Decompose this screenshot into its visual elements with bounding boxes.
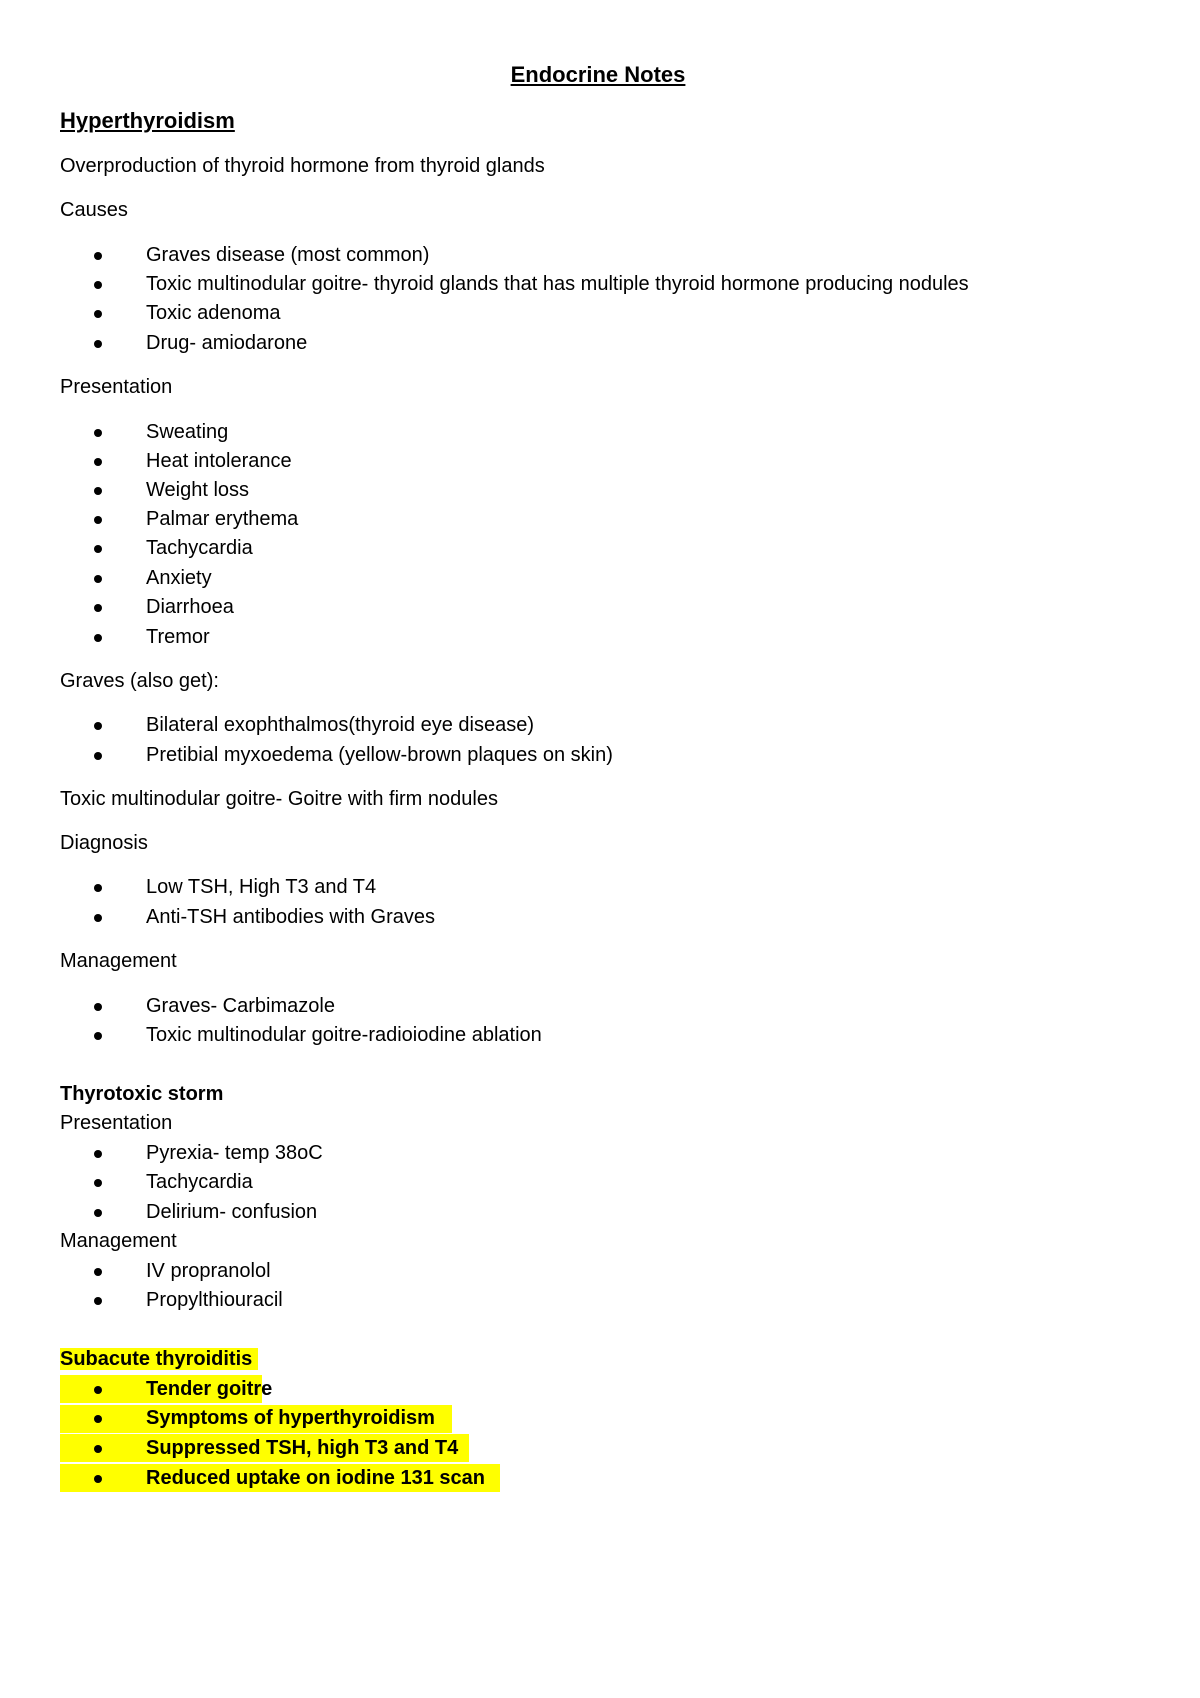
bullet-icon: [94, 458, 102, 466]
graves-label: Graves (also get):: [60, 670, 219, 692]
list-item-text: Delirium- confusion: [146, 1201, 318, 1223]
hyperthyroidism-heading: Hyperthyroidism: [60, 108, 235, 133]
storm-presentation-label: Presentation: [60, 1112, 173, 1134]
bullet-icon: [94, 1445, 102, 1453]
list-item-text: Tachycardia: [146, 1171, 253, 1193]
storm-management-label: Management: [60, 1230, 177, 1252]
bullet-icon: [94, 1209, 102, 1217]
list-item-text: Weight loss: [146, 479, 250, 501]
bullet-icon: [94, 1297, 102, 1305]
bullet-icon: [94, 1150, 102, 1158]
toxic-goitre-note: Toxic multinodular goitre- Goitre with firm nodules: [60, 788, 498, 810]
bullet-icon: [94, 752, 102, 760]
list-item-text: Symptoms of hyperthyroidism: [146, 1407, 435, 1429]
bullet-icon: [94, 722, 102, 730]
bullet-icon: [94, 252, 102, 260]
list-item-text: Palmar erythema: [146, 508, 299, 530]
bullet-icon: [94, 340, 102, 348]
list-item-text: Reduced uptake on iodine 131 scan: [146, 1467, 485, 1489]
list-item-text: Pyrexia- temp 38oC: [146, 1142, 323, 1164]
list-item-text: Tender goitre: [146, 1378, 273, 1400]
bullet-icon: [94, 1032, 102, 1040]
bullet-icon: [94, 545, 102, 553]
causes-label: Causes: [60, 199, 128, 221]
bullet-icon: [94, 604, 102, 612]
bullet-icon: [94, 487, 102, 495]
list-item-text: Sweating: [146, 421, 229, 443]
list-item-text: Suppressed TSH, high T3 and T4: [146, 1437, 459, 1459]
list-item-text: Toxic multinodular goitre- thyroid glands that has multiple thyroid hormone producing nodules: [146, 273, 969, 295]
bullet-icon: [94, 1386, 102, 1394]
bullet-icon: [94, 884, 102, 892]
list-item-text: Low TSH, High T3 and T4: [146, 876, 377, 898]
hyperthyroidism-definition: Overproduction of thyroid hormone from thyroid glands: [60, 155, 545, 177]
document-title: Endocrine Notes: [510, 62, 686, 87]
bullet-icon: [94, 914, 102, 922]
bullet-icon: [94, 1475, 102, 1483]
list-item-text: Heat intolerance: [146, 450, 292, 472]
bullet-icon: [94, 1415, 102, 1423]
bullet-icon: [94, 516, 102, 524]
list-item-text: Toxic adenoma: [146, 302, 281, 324]
bullet-icon: [94, 310, 102, 318]
list-item-text: Toxic multinodular goitre-radioiodine ablation: [146, 1024, 542, 1046]
bullet-icon: [94, 1179, 102, 1187]
list-item-text: Anti-TSH antibodies with Graves: [146, 906, 436, 928]
presentation-label: Presentation: [60, 376, 173, 398]
management-label: Management: [60, 950, 177, 972]
list-item-text: Pretibial myxoedema (yellow-brown plaques on skin): [146, 744, 613, 766]
bullet-icon: [94, 634, 102, 642]
list-item-text: Graves- Carbimazole: [146, 995, 335, 1017]
diagnosis-label: Diagnosis: [60, 832, 148, 854]
list-item-text: Tremor: [146, 626, 210, 648]
bullet-icon: [94, 281, 102, 289]
list-item-text: Graves disease (most common): [146, 244, 430, 266]
bullet-icon: [94, 575, 102, 583]
bullet-icon: [94, 1003, 102, 1011]
list-item-text: Tachycardia: [146, 537, 253, 559]
bullet-icon: [94, 1268, 102, 1276]
list-item-text: Diarrhoea: [146, 596, 234, 618]
list-item-text: Bilateral exophthalmos(thyroid eye disease): [146, 714, 534, 736]
bullet-icon: [94, 429, 102, 437]
list-item-text: Drug- amiodarone: [146, 332, 308, 354]
list-item-text: Propylthiouracil: [146, 1289, 283, 1311]
subacute-thyroiditis-heading: Subacute thyroiditis: [60, 1346, 258, 1372]
thyrotoxic-storm-heading: Thyrotoxic storm: [60, 1083, 224, 1105]
list-item-text: Anxiety: [146, 567, 212, 589]
list-item-text: IV propranolol: [146, 1260, 271, 1282]
